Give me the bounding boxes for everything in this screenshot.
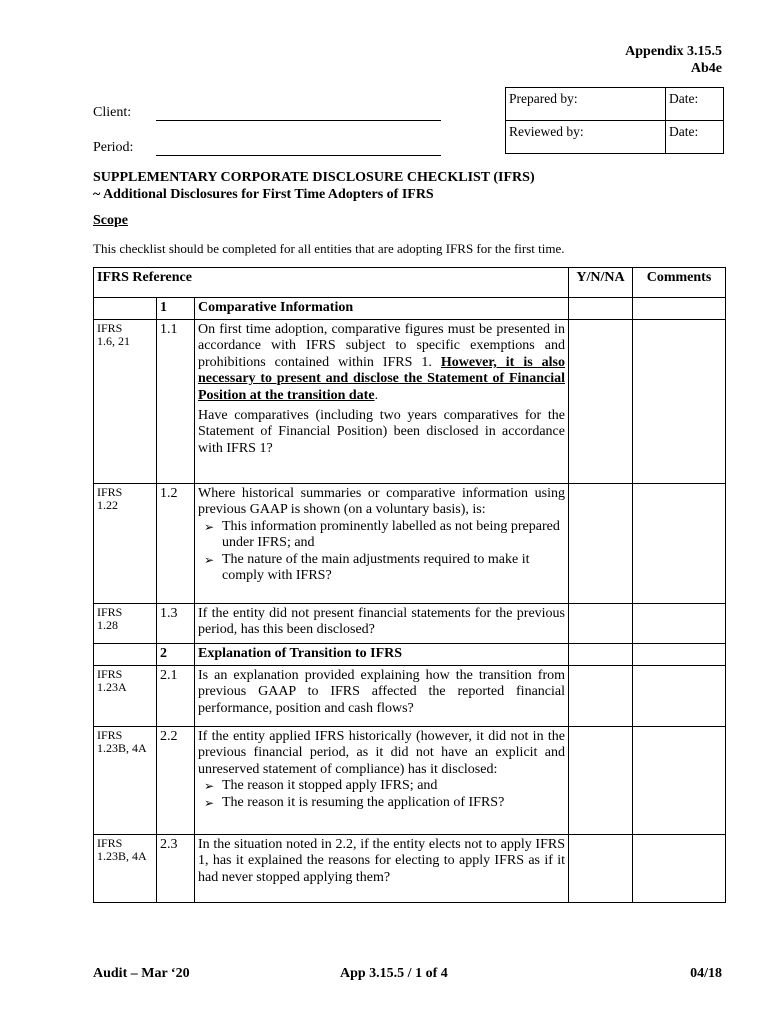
appendix-header bbox=[625, 43, 722, 77]
section-number: 2 bbox=[157, 644, 195, 666]
checklist-table bbox=[93, 267, 726, 903]
section-comments-cell bbox=[633, 644, 726, 666]
section-ref-cell bbox=[94, 644, 157, 666]
list-item-text: The reason it is resuming the application of IFRS? bbox=[222, 794, 505, 810]
list-item bbox=[204, 795, 565, 811]
footer-right: 04/18 bbox=[690, 966, 722, 981]
scope-heading: Scope bbox=[93, 213, 128, 228]
ref-text: IFRS 1.23A bbox=[97, 667, 127, 694]
table-row bbox=[94, 835, 726, 903]
section-comments-cell bbox=[633, 298, 726, 320]
item-number: 1.3 bbox=[157, 604, 195, 644]
ifrs-reference bbox=[94, 666, 157, 727]
list-item bbox=[204, 552, 565, 585]
period-line bbox=[156, 155, 441, 156]
item-paragraph-text: On first time adoption, comparative figures must be presented in accordance with IFRS subject to specific exemptions and prohibitions contained within IFRS 1. bbox=[198, 322, 565, 370]
item-number: 1.2 bbox=[157, 484, 195, 604]
list-item-text: The nature of the main adjustments required to make it comply with IFRS? bbox=[222, 551, 530, 584]
item-text: In the situation noted in 2.2, if the entity elects not to apply IFRS 1, has it explained the reasons for electing to apply IFRS as if it had never stopped applying them? bbox=[195, 835, 569, 903]
period-field bbox=[93, 140, 133, 156]
appendix-number: Appendix 3.15.5 bbox=[625, 44, 722, 59]
footer-center: App 3.15.5 / 1 of 4 bbox=[340, 966, 448, 981]
comments-input-cell[interactable] bbox=[633, 727, 726, 835]
item-paragraph: If the entity applied IFRS historically (however, it did not in the previous financial period, as it did not have an explicit and unreserved statement of compliance) has it disclosed: bbox=[198, 729, 565, 777]
comments-input-cell[interactable] bbox=[633, 604, 726, 644]
title-line-1: SUPPLEMENTARY CORPORATE DISCLOSURE CHECKLIST (IFRS) bbox=[93, 170, 535, 185]
item-emphasis: However, it is also necessary to present and disclose the Statement of Financial Position at the transition date bbox=[198, 354, 565, 403]
section-title: Comparative Information bbox=[195, 298, 569, 320]
prepared-date-cell: Date: bbox=[666, 88, 724, 121]
ifrs-reference bbox=[94, 835, 157, 903]
section-ref-cell bbox=[94, 298, 157, 320]
yn-input-cell[interactable] bbox=[569, 666, 633, 727]
yn-input-cell[interactable] bbox=[569, 320, 633, 484]
client-field bbox=[93, 105, 131, 121]
bullet-list bbox=[198, 519, 565, 585]
list-item bbox=[204, 778, 565, 794]
list-item-text: The reason it stopped apply IFRS; and bbox=[222, 778, 438, 794]
ifrs-reference bbox=[94, 484, 157, 604]
ifrs-reference bbox=[94, 320, 157, 484]
document-title bbox=[93, 169, 535, 203]
item-number: 2.2 bbox=[157, 727, 195, 835]
section-row bbox=[94, 298, 726, 320]
item-paragraph: Where historical summaries or comparative information using previous GAAP is shown (on a voluntary basis), is: bbox=[198, 486, 565, 518]
item-text bbox=[195, 484, 569, 604]
table-header-row bbox=[94, 268, 726, 298]
ifrs-reference bbox=[94, 604, 157, 644]
yn-input-cell[interactable] bbox=[569, 727, 633, 835]
yn-input-cell[interactable] bbox=[569, 835, 633, 903]
period-label: Period: bbox=[93, 140, 134, 155]
item-emphasis-end: . bbox=[374, 387, 379, 403]
header-yn: Y/N/NA bbox=[569, 268, 633, 298]
signoff-box bbox=[505, 87, 724, 154]
item-text: Is an explanation provided explaining how the transition from previous GAAP to IFRS affected the reported financial performance, position and cash flows? bbox=[195, 666, 569, 727]
section-number: 1 bbox=[157, 298, 195, 320]
section-title: Explanation of Transition to IFRS bbox=[195, 644, 569, 666]
ref-text: IFRS 1.23B, 4A bbox=[97, 728, 147, 755]
scope-text: This checklist should be completed for all entities that are adopting IFRS for the first time. bbox=[93, 241, 565, 256]
client-label: Client: bbox=[93, 105, 132, 120]
item-number: 2.1 bbox=[157, 666, 195, 727]
ref-text: IFRS 1.22 bbox=[97, 485, 123, 512]
arrow-bullet-icon: ➢ bbox=[204, 795, 215, 810]
table-row bbox=[94, 604, 726, 644]
reviewed-by-cell: Reviewed by: bbox=[506, 121, 666, 154]
yn-input-cell[interactable] bbox=[569, 484, 633, 604]
bullet-list bbox=[198, 778, 565, 811]
ifrs-reference bbox=[94, 727, 157, 835]
section-yn-cell bbox=[569, 644, 633, 666]
prepared-by-cell: Prepared by: bbox=[506, 88, 666, 121]
header-ifrs-reference: IFRS Reference bbox=[94, 268, 569, 298]
client-line bbox=[156, 120, 441, 121]
list-item-text: This information prominently labelled as not being prepared under IFRS; and bbox=[222, 518, 560, 551]
table-row bbox=[94, 666, 726, 727]
list-item bbox=[204, 519, 565, 552]
reviewed-date-cell: Date: bbox=[666, 121, 724, 154]
table-row bbox=[94, 320, 726, 484]
ref-text: IFRS 1.6, 21 bbox=[97, 321, 130, 348]
table-row bbox=[94, 727, 726, 835]
arrow-bullet-icon: ➢ bbox=[204, 779, 215, 794]
section-row bbox=[94, 644, 726, 666]
comments-input-cell[interactable] bbox=[633, 666, 726, 727]
table-row bbox=[94, 484, 726, 604]
title-line-2: ~ Additional Disclosures for First Time Adopters of IFRS bbox=[93, 187, 434, 202]
arrow-bullet-icon: ➢ bbox=[204, 519, 215, 534]
arrow-bullet-icon: ➢ bbox=[204, 552, 215, 567]
item-text bbox=[195, 727, 569, 835]
item-question: Have comparatives (including two years comparatives for the Statement of Financial Position) been disclosed in accordance with IFRS 1? bbox=[198, 408, 565, 456]
item-paragraph bbox=[198, 322, 565, 404]
yn-input-cell[interactable] bbox=[569, 604, 633, 644]
header-comments: Comments bbox=[633, 268, 726, 298]
item-text bbox=[195, 320, 569, 484]
item-number: 2.3 bbox=[157, 835, 195, 903]
comments-input-cell[interactable] bbox=[633, 835, 726, 903]
comments-input-cell[interactable] bbox=[633, 320, 726, 484]
section-yn-cell bbox=[569, 298, 633, 320]
comments-input-cell[interactable] bbox=[633, 484, 726, 604]
ref-text: IFRS 1.23B, 4A bbox=[97, 836, 147, 863]
appendix-code: Ab4e bbox=[690, 61, 722, 76]
item-number: 1.1 bbox=[157, 320, 195, 484]
footer-left: Audit – Mar ‘20 bbox=[93, 966, 190, 981]
ref-text: IFRS 1.28 bbox=[97, 605, 123, 632]
item-text: If the entity did not present financial statements for the previous period, has this been disclosed? bbox=[195, 604, 569, 644]
